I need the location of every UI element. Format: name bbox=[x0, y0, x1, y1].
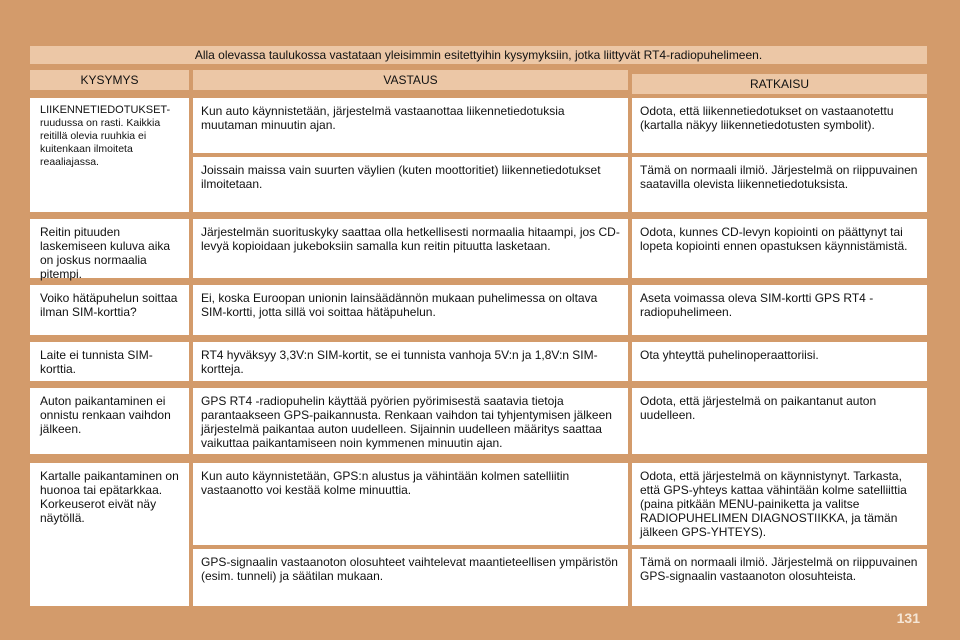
question-text: ruudussa on rasti. Kaikkia reitillä olevia ruuhkia ei kuitenkaan ilmoiteta reaaliajassa. bbox=[40, 117, 161, 168]
header-answer: VASTAUS bbox=[193, 70, 628, 90]
answer-cell: GPS RT4 -radiopuhelin käyttää pyörien pyörimisestä saatavia tietoja parantaakseen GPS-paikannusta. Renkaan vaihdon tai tyhjentymisen jälkeen järjestelmä paikantaa auton uudelleen. Sijainnin uudelleen määritys saattaa vaikuttaa paikantamiseen noin kymmenen minuutin ajan. bbox=[193, 388, 628, 454]
solution-cell: Aseta voimassa oleva SIM-kortti GPS RT4 -radiopuhelimeen. bbox=[632, 285, 927, 335]
solution-cell: Odota, että järjestelmä on paikantanut auton uudelleen. bbox=[632, 388, 927, 454]
question-cell-sim: Laite ei tunnista SIM-korttia. bbox=[30, 342, 189, 381]
header-question: KYSYMYS bbox=[30, 70, 189, 90]
header-solution: RATKAISU bbox=[632, 74, 927, 94]
solution-cell: Tämä on normaali ilmiö. Järjestelmä on riippuvainen saatavilla olevista liikennetiedotuksista. bbox=[632, 157, 927, 212]
solution-cell: Odota, että liikennetiedotukset on vastaanotettu (kartalla näkyy liikennetiedotusten symbolit). bbox=[632, 98, 927, 153]
question-cell-route: Reitin pituuden laskemiseen kuluva aika on joskus normaalia pitempi. bbox=[30, 219, 189, 278]
solution-cell: Tämä on normaali ilmiö. Järjestelmä on riippuvainen GPS-signaalin vastaanoton olosuhteista. bbox=[632, 549, 927, 606]
question-cell-tyre: Auton paikantaminen ei onnistu renkaan vaihdon jälkeen. bbox=[30, 388, 189, 454]
solution-cell: Ota yhteyttä puhelinoperaattoriisi. bbox=[632, 342, 927, 381]
question-cell-emergency: Voiko hätäpuhelun soittaa ilman SIM-korttia? bbox=[30, 285, 189, 335]
answer-cell: Kun auto käynnistetään, GPS:n alustus ja vähintään kolmen satelliitin vastaanotto voi kestää kolme minuuttia. bbox=[193, 463, 628, 545]
answer-cell: Ei, koska Euroopan unionin lainsäädännön mukaan puhelimessa on oltava SIM-kortti, jotta sillä voi soittaa hätäpuhelun. bbox=[193, 285, 628, 335]
answer-cell: Joissain maissa vain suurten väylien (kuten moottoritiet) liikennetiedotukset ilmoitetaan. bbox=[193, 157, 628, 212]
question-cell-map-positioning: Kartalle paikantaminen on huonoa tai epätarkkaa. Korkeuserot eivät näy näytöllä. bbox=[30, 463, 189, 606]
solution-cell: Odota, että järjestelmä on käynnistynyt. Tarkasta, että GPS-yhteys kattaa vähintään kolme satelliittia (paina pitkään MENU-painiketta ja valitse RADIOPUHELIMEN DIAGNOSTIIKKA, ja tämän jälkeen GPS-YHTEYS). bbox=[632, 463, 927, 545]
answer-cell: Kun auto käynnistetään, järjestelmä vastaanottaa liikennetiedotuksia muutaman minuutin ajan. bbox=[193, 98, 628, 153]
table-intro-banner: Alla olevassa taulukossa vastataan yleisimmin esitettyihin kysymyksiin, jotka liittyvät RT4-radiopuhelimeen. bbox=[30, 46, 927, 64]
answer-cell: Järjestelmän suorituskyky saattaa olla hetkellisesti normaalia hitaampi, jos CD-levyä kopioidaan jukeboksiin samalla kun reitin pituutta lasketaan. bbox=[193, 219, 628, 278]
question-cell-traffic bbox=[30, 98, 189, 212]
solution-cell: Odota, kunnes CD-levyn kopiointi on päättynyt tai lopeta kopiointi ennen opastuksen käynnistämistä. bbox=[632, 219, 927, 278]
answer-cell: GPS-signaalin vastaanoton olosuhteet vaihtelevat maantieteellisen ympäristön (esim. tunneli) ja säätilan mukaan. bbox=[193, 549, 628, 606]
page-number: 131 bbox=[896, 610, 920, 626]
question-lead: LIIKENNETIEDOTUKSET- bbox=[40, 104, 171, 116]
answer-cell: RT4 hyväksyy 3,3V:n SIM-kortit, se ei tunnista vanhoja 5V:n ja 1,8V:n SIM-kortteja. bbox=[193, 342, 628, 381]
